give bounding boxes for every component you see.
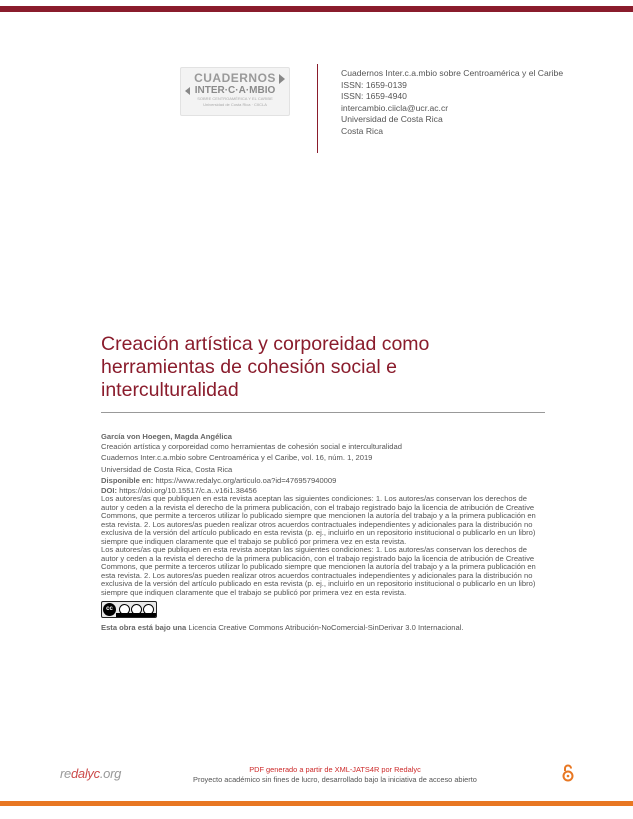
journal-email[interactable]: intercambio.ciicla@ucr.ac.cr [341,102,449,113]
citation-journal: Cuadernos Inter.c.a.mbio sobre Centroamérica y el Caribe, vol. 16, núm. 1, 2019 [101,453,373,462]
citation-title: Creación artística y corporeidad como herramientas de cohesión social e interculturalidad [101,441,402,451]
article-metadata [101,432,541,632]
issn-online: ISSN: 1659-4940 [341,91,407,102]
footer-generated: PDF generado a partir de XML-JATS4R por Redalyc [249,765,421,774]
available-url[interactable]: https://www.redalyc.org/articulo.oa?id=476957940009 [155,476,337,485]
title-divider [101,412,545,413]
cc-icon: cc [103,603,116,616]
conditions-paragraph-2: Los autores/as que publiquen en esta revista aceptan las siguientes condiciones: 1. Los autores/as conservan los derechos de autor y ceden a la revista el derecho de la primera publicación, con el trabajo registrado bajo la licencia de atribución de Creative Commons, que permite a terceros utilizar lo publicado siempre que mencionen la autoría del trabajo y a la primera publicación en esta revista. 2. Los autores/as pueden realizar otros acuerdos contractuales independientes y adicionales para la distribución no exclusiva de la versión del artículo publicado en esta revista (p. ej., incluirlo en un repositorio institucional o publicarlo en un libro) siempre que indiquen claramente que el trabajo se publicó por primera vez en esta revista. [101,545,536,597]
logo-line-1: CUADERNOS [194,71,276,85]
available-line [101,476,541,486]
license-line [101,623,541,633]
footer-text [170,765,500,785]
redalyc-logo-dalyc: dalyc [70,766,100,781]
redalyc-logo-org: .org [99,766,122,781]
journal-university: Universidad de Costa Rica [341,114,443,125]
publisher: Universidad de Costa Rica, Costa Rica [101,464,233,474]
redalyc-logo-re: re [60,766,71,781]
doi-label: DOI: [101,485,118,495]
arrow-left-icon [185,87,190,95]
logo-line-2: INTER·C·A·MBIO [194,85,276,96]
journal-country: Costa Rica [341,125,384,136]
author: García von Hoegen, Magda Angélica [101,432,232,441]
header-divider [317,64,318,153]
footer-project: Proyecto académico sin fines de lucro, desarrollado bajo la iniciativa de acceso abierto [193,775,477,784]
issn-print: ISSN: 1659-0139 [341,79,407,90]
logo-line-3: SOBRE CENTROAMÉRICA Y EL CARIBE [197,96,273,101]
license-link[interactable]: Licencia Creative Commons Atribución-NoComercial-SinDerivar 3.0 Internacional. [188,622,464,632]
journal-name: Cuadernos Inter.c.a.mbio sobre Centroamérica y el Caribe [341,68,564,78]
article-title: Creación artística y corporeidad como herramientas de cohesión social e interculturalidad [101,333,430,401]
top-accent-bar [0,6,633,12]
journal-info [341,68,581,138]
arrow-right-icon [279,74,285,84]
logo-line-4: Universidad de Costa Rica · CIICLA [203,102,267,107]
redalyc-logo[interactable] [60,766,121,781]
doi-url[interactable]: https://doi.org/10.15517/c.a..v16i1.38456 [119,485,257,495]
creative-commons-badge[interactable] [101,601,157,618]
journal-logo [180,67,290,116]
cc-badge-bar [116,613,156,617]
bottom-accent-bar [0,801,633,806]
open-access-icon [561,764,575,782]
conditions-paragraph-1: Los autores/as que publiquen en esta revista aceptan las siguientes condiciones: 1. Los autores/as conservan los derechos de autor y ceden a la revista el derecho de la primera publicación, con el trabajo registrado bajo la licencia de atribución de Creative Commons, que permite a terceros utilizar lo publicado siempre que mencionen la autoría del trabajo y a la primera publicación en esta revista. 2. Los autores/as pueden realizar otros acuerdos contractuales independientes y adicionales para la distribución no exclusiva de la versión del artículo publicado en esta revista (p. ej., incluirlo en un repositorio institucional o publicarlo en un libro) siempre que indiquen claramente que el trabajo se publicó por primera vez en esta revista. [101,494,536,546]
license-label: Esta obra está bajo una [101,622,187,632]
available-label: Disponible en: [101,476,154,485]
